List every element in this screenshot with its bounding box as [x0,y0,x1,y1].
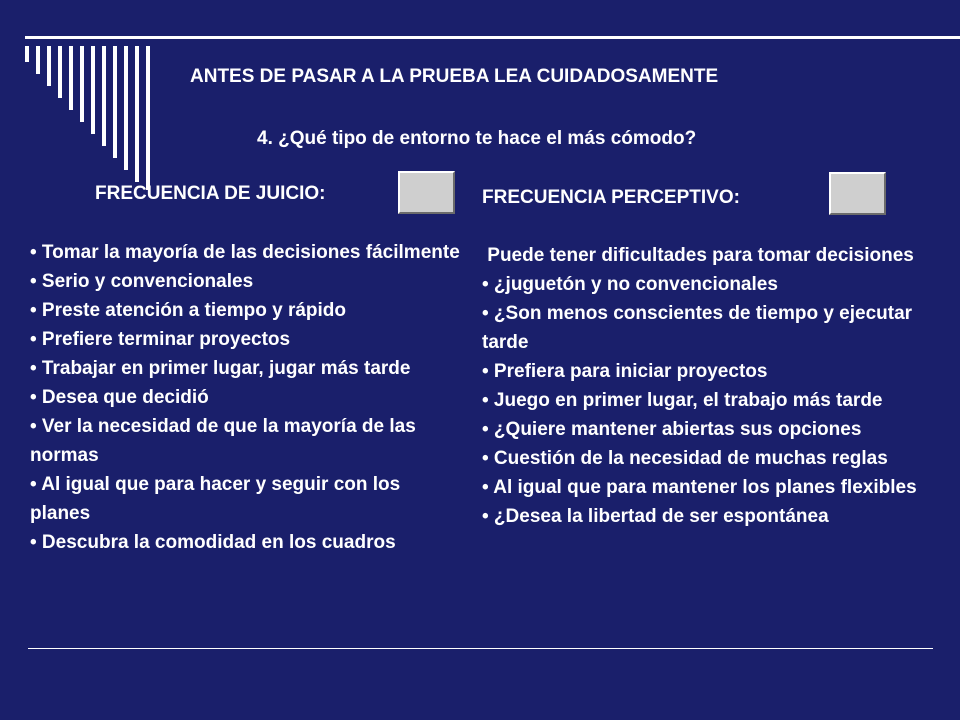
page-title: ANTES DE PASAR A LA PRUEBA LEA CUIDADOSAMENTE [190,66,719,87]
list-item: • Preste atención a tiempo y rápido [30,300,347,321]
decorative-stripes [0,0,160,190]
list-item: • Prefiera para iniciar proyectos [482,361,768,382]
stripe [113,46,117,158]
right-column-title: FRECUENCIA PERCEPTIVO: [482,187,740,208]
list-item: • Ver la necesidad de que la mayoría de las normas [30,416,416,466]
list-item: • Descubra la comodidad en los cuadros [30,532,396,553]
list-item: • Tomar la mayoría de las decisiones fácilmente [30,242,460,263]
left-column-title: FRECUENCIA DE JUICIO: [95,183,326,204]
stripe [69,46,73,110]
list-item: • Serio y convencionales [30,271,254,292]
stripe [80,46,84,122]
right-item-list [482,241,932,531]
stripe [146,46,150,190]
right-answer-box[interactable] [829,172,886,215]
list-item: • Juego en primer lugar, el trabajo más tarde [482,390,883,411]
stripe [91,46,95,134]
list-item: • Cuestión de la necesidad de muchas reglas [482,448,888,469]
stripe [135,46,139,182]
list-item: • Trabajar en primer lugar, jugar más tarde [30,358,411,379]
stripe [102,46,106,146]
bottom-divider-line [28,648,933,649]
question-text: 4. ¿Qué tipo de entorno te hace el más cómodo? [257,128,697,149]
list-item: Puede tener dificultades para tomar decisiones [482,245,914,266]
list-item: • Prefiere terminar proyectos [30,329,291,350]
list-item: • ¿Son menos conscientes de tiempo y ejecutar tarde [482,303,913,353]
list-item: • ¿juguetón y no convencionales [482,274,778,295]
list-item: • Al igual que para hacer y seguir con los planes [30,474,401,524]
list-item: • Desea que decidió [30,387,209,408]
stripe [58,46,62,98]
top-divider-line [25,36,960,39]
list-item: • ¿Desea la libertad de ser espontánea [482,506,829,527]
stripe [36,46,40,74]
list-item: • ¿Quiere mantener abiertas sus opciones [482,419,862,440]
stripe [25,46,29,62]
stripe [124,46,128,170]
left-item-list [30,238,460,557]
stripe [47,46,51,86]
left-answer-box[interactable] [398,171,455,214]
list-item: • Al igual que para mantener los planes flexibles [482,477,917,498]
